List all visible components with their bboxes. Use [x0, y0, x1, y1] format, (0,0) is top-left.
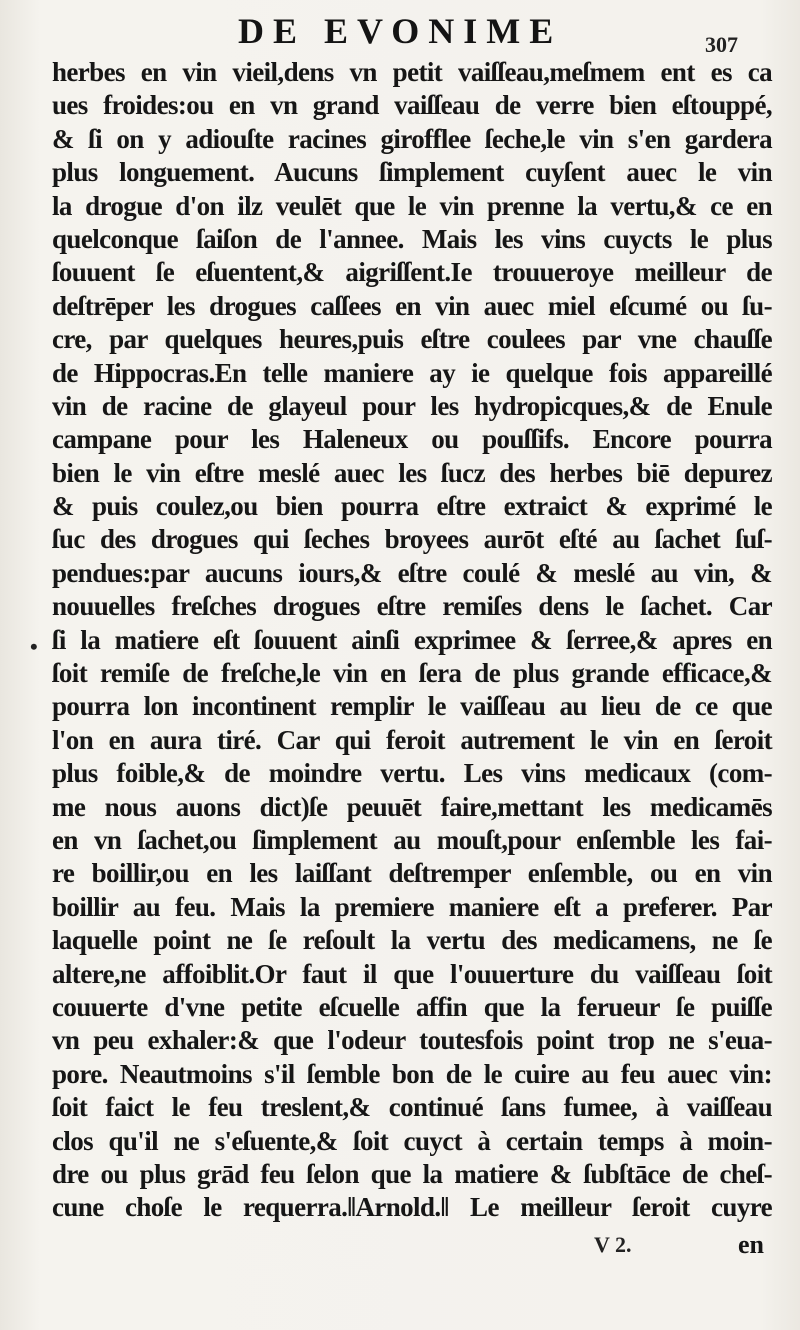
text-line: bien le vin eſtre meslé auec les ſucz des herbes biē depurez: [52, 457, 772, 488]
text-line: l'on en aura tiré. Car qui feroit autrement le vin en ſeroit: [52, 724, 772, 755]
text-line: pendues:par aucuns iours,& eſtre coulé & meslé au vin, &: [52, 557, 772, 588]
text-line: laquelle point ne ſe reſoult la vertu des medicamens, ne ſe: [52, 925, 772, 956]
body-text: [52, 56, 772, 1225]
text-line: de Hippocras.En telle maniere ay ie quelque fois appareillé: [52, 357, 772, 388]
text-line: ſoit faict le feu treslent,& continué ſans fumee, à vaiſſeau: [52, 1092, 772, 1123]
text-line: cune choſe le requerra.‖Arnold.‖ Le meilleur ſeroit cuyre: [52, 1192, 772, 1223]
text-line: me nous auons dict)ſe peuuēt faire,mettant les medicamēs: [52, 791, 772, 822]
text-line: ſuc des drogues qui ſeches broyees aurōt eſté au ſachet ſuſ-: [52, 524, 772, 555]
text-line: ſi la matiere eſt ſouuent ainſi exprimee & ſerree,& apres en: [52, 624, 772, 655]
catchword: en: [738, 1230, 764, 1259]
text-line: pourra lon incontinent remplir le vaiſſeau au lieu de ce que: [52, 691, 772, 722]
text-line: campane pour les Haleneux ou pouſſifs. Encore pourra: [52, 424, 772, 455]
text-line: nouuelles freſches drogues eſtre remiſes dens le ſachet. Car: [52, 591, 772, 622]
text-line: pore. Neautmoins s'il ſemble bon de le cuire au feu auec vin:: [52, 1058, 772, 1089]
page-footer: [0, 1226, 800, 1266]
running-title: DE EVONIME: [238, 11, 563, 51]
text-line: ſoit remiſe de freſche,le vin en ſera de plus grande efficace,&: [52, 658, 772, 689]
text-line: & puis coulez,ou bien pourra eſtre extraict & exprimé le: [52, 491, 772, 522]
text-line: ues froides:ou en vn grand vaiſſeau de verre bien eſtouppé,: [52, 90, 772, 121]
text-line: en vn ſachet,ou ſimplement au mouſt,pour enſemble les fai-: [52, 824, 772, 855]
text-line: plus longuement. Aucuns ſimplement cuyſent auec le vin: [52, 157, 772, 188]
page-header: [0, 4, 800, 57]
text-line: & ſi on y adiouſte racines girofflee ſeche,le vin s'en gardera: [52, 123, 772, 154]
text-line: couuerte d'vne petite eſcuelle affin que la ferueur ſe puiſſe: [52, 991, 772, 1022]
text-line: dre ou plus grād feu ſelon que la matiere & ſubſtāce de cheſ-: [52, 1158, 772, 1189]
text-line: quelconque ſaiſon de l'annee. Mais les vins cuycts le plus: [52, 223, 772, 254]
text-line: plus foible,& de moindre vertu. Les vins medicaux (com-: [52, 758, 772, 789]
text-line: cre, par quelques heures,puis eſtre coulees par vne chauſſe: [52, 324, 772, 355]
signature-mark: V 2.: [594, 1232, 632, 1257]
text-line: herbes en vin vieil,dens vn petit vaiſſeau,meſmem ent es ca: [52, 57, 772, 87]
text-line: re boillir,ou en les laiſſant deſtremper enſemble, ou en vin: [52, 858, 772, 889]
text-line: ſouuent ſe eſuentent,& aigriſſent.Ie trouueroye meilleur de: [52, 257, 772, 288]
margin-mark: •: [30, 634, 38, 659]
text-line: deſtrēper les drogues caſſees en vin auec miel eſcumé ou ſu-: [52, 290, 772, 321]
page-number: 307: [705, 32, 738, 57]
text-line: altere,ne affoiblit.Or faut il que l'ouuerture du vaiſſeau ſoit: [52, 958, 772, 989]
text-line: vn peu exhaler:& que l'odeur toutesfois point trop ne s'eua-: [52, 1025, 772, 1056]
text-line: vin de racine de glayeul pour les hydropicques,& de Enule: [52, 390, 772, 421]
text-line: clos qu'il ne s'eſuente,& ſoit cuyct à certain temps à moin-: [52, 1125, 772, 1156]
text-line: la drogue d'on ilz veulēt que le vin prenne la vertu,& ce en: [52, 190, 772, 221]
text-line: boillir au feu. Mais la premiere maniere eſt a preferer. Par: [52, 891, 772, 922]
